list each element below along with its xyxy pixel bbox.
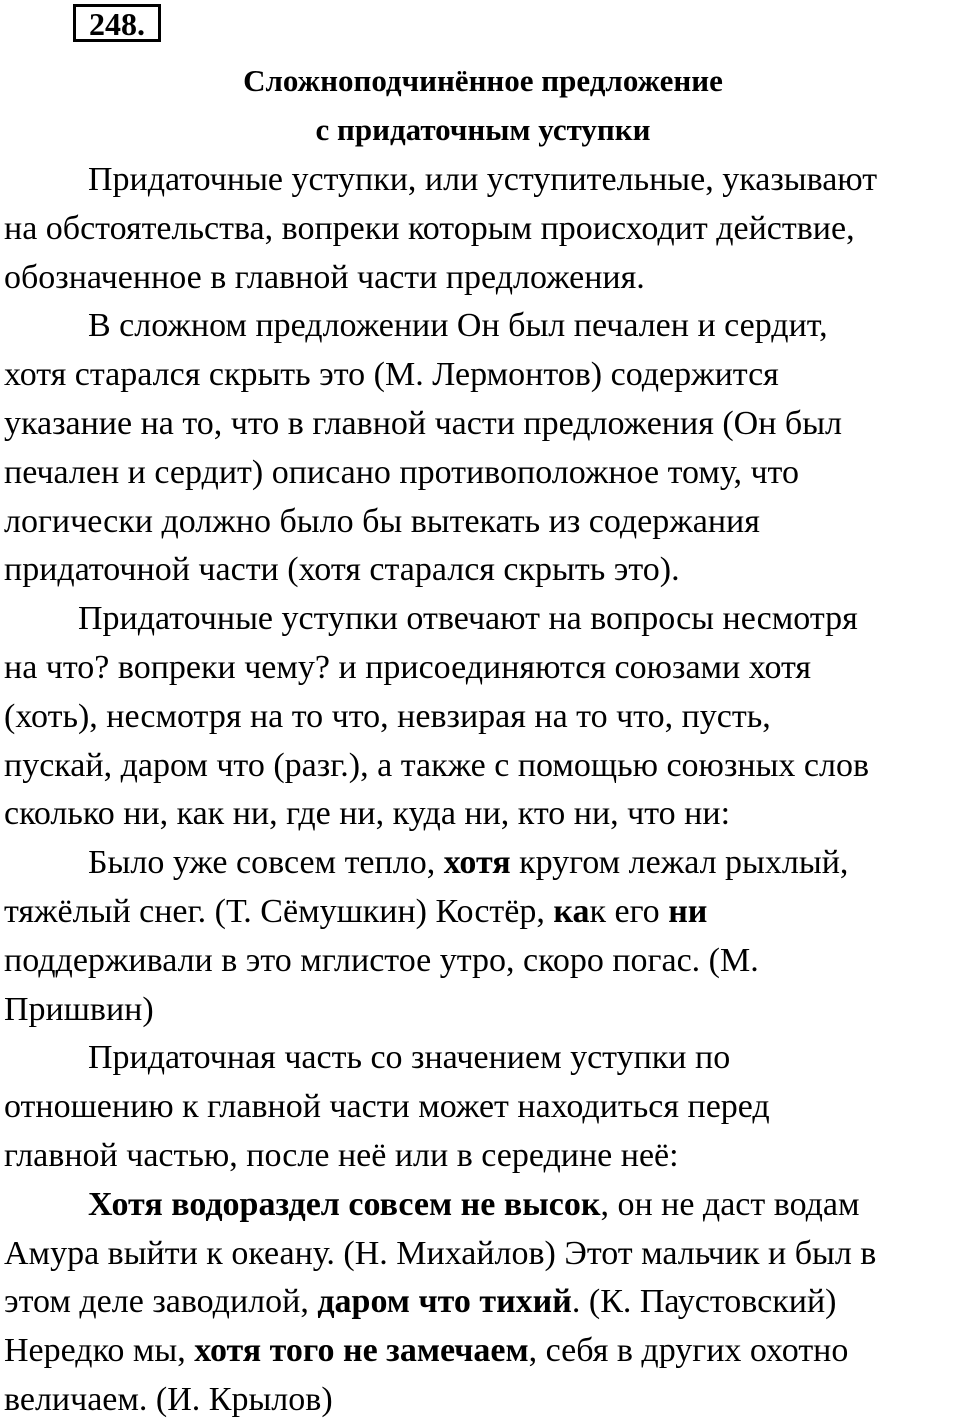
text-line: Придаточная часть со значением уступки по [88, 1039, 731, 1077]
exercise-number: 248. [73, 4, 161, 42]
text-line: Придаточные уступки, или уступительные, указывают [88, 161, 878, 198]
text-line: поддерживали в это мглистое утро, скоро погас. (М. [4, 941, 759, 979]
text-line: отношению к главной части может находиться перед [4, 1088, 770, 1126]
bold-segment: ни [668, 892, 708, 930]
text-segment: , он не даст водам [600, 1185, 860, 1223]
text-line: печален и сердит) описано противоположное тому, что [4, 453, 799, 491]
text-line: главной частью, после неё или в середине неё: [4, 1136, 679, 1174]
text-line: Придаточные уступки отвечают на вопросы несмотря [78, 600, 858, 638]
text-segment: к его [589, 892, 669, 930]
example-line [4, 839, 960, 888]
text-segment: . (К. Паустовский) [571, 1283, 837, 1321]
text-line: хотя старался скрыть это (М. Лермонтов) содержится [4, 356, 779, 394]
example-line [4, 1181, 960, 1230]
text-line: обозначенное в главной части предложения. [4, 258, 645, 296]
text-segment: тяжёлый снег. (Т. Сёмушкин) Костёр, [4, 892, 554, 930]
example-line [4, 1327, 960, 1376]
text-segment: Нередко мы, [4, 1332, 195, 1370]
title-line-2: с придаточным уступки [315, 112, 651, 147]
title-line-1: Сложноподчинённое предложение [243, 63, 723, 98]
text-line: В сложном предложении Он был печален и сердит, [88, 307, 828, 345]
example-line [4, 888, 960, 937]
bold-segment: ка [553, 892, 590, 930]
text-line: (хоть), несмотря на то что, невзирая на то что, пусть, [4, 697, 771, 735]
text-segment: , себя в других охотно [528, 1332, 849, 1370]
text-line: на обстоятельства, вопреки которым происходит действие, [4, 209, 855, 247]
example-line [4, 1278, 960, 1327]
text-line: Амура выйти к океану. (Н. Михайлов) Этот мальчик и был в [4, 1234, 877, 1272]
bold-segment: хотя [443, 844, 511, 882]
text-line: логически должно было бы вытекать из содержания [4, 502, 760, 540]
bold-segment: хотя того не замечаем [194, 1332, 529, 1370]
text-line: указание на то, что в главной части предложения (Он был [4, 404, 843, 442]
text-line: величаем. (И. Крылов) [4, 1380, 333, 1418]
text-segment: кругом лежал рыхлый, [510, 844, 849, 882]
text-segment: Было уже совсем тепло, [88, 844, 444, 882]
bold-segment: даром что тихий [317, 1283, 572, 1321]
body-text [4, 156, 960, 1425]
text-line: на что? вопреки чему? и присоединяются союзами хотя [4, 648, 812, 686]
text-line: сколько ни, как ни, где ни, куда ни, кто ни, что ни: [4, 795, 731, 833]
text-segment: этом деле заводилой, [4, 1283, 318, 1321]
text-line: Пришвин) [4, 990, 154, 1028]
text-line: придаточной части (хотя старался скрыть это). [4, 551, 680, 589]
bold-segment: Хотя водораздел совсем не высок [88, 1185, 601, 1223]
text-line: пускай, даром что (разг.), а также с помощью союзных слов [4, 746, 870, 784]
